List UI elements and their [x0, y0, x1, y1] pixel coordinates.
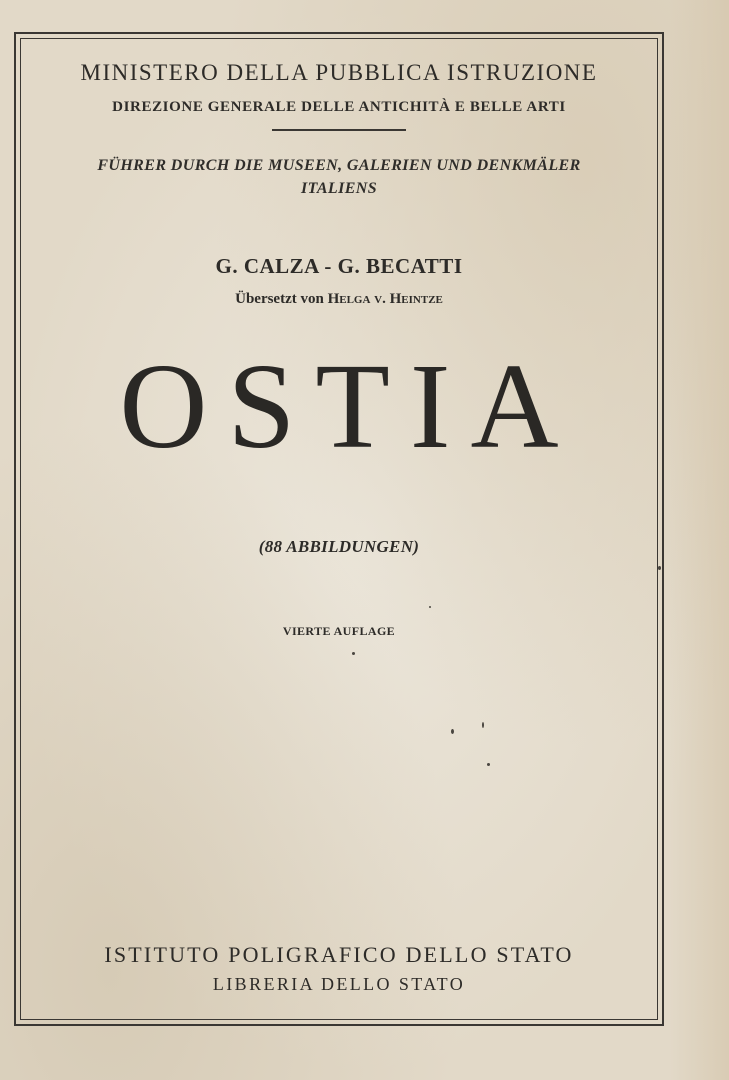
publisher-line-2: LIBRERIA DELLO STATO — [212, 974, 466, 994]
paper-speck — [451, 729, 454, 734]
paper-speck — [487, 763, 490, 766]
paper-speck — [429, 606, 431, 608]
book-title: OSTIA — [119, 339, 579, 474]
translator-name: Helga v. Heintze — [327, 291, 443, 307]
series-title-line-2: ITALIENS — [300, 180, 378, 197]
paper-speck — [658, 566, 661, 570]
ministry-heading: MINISTERO DELLA PUBBLICA ISTRUZIONE — [80, 60, 598, 85]
direction-subheading: DIREZIONE GENERALE DELLE ANTICHITÀ E BELLE ARTI — [112, 99, 566, 115]
paper-speck — [482, 722, 484, 728]
edition: VIERTE AUFLAGE — [282, 624, 396, 638]
authors: G. CALZA - G. BECATTI — [215, 254, 463, 278]
series-title-line-1: FÜHRER DURCH DIE MUSEEN, GALERIEN UND DENKMÄLER — [97, 157, 581, 174]
heading-divider — [272, 129, 406, 131]
translator-credit — [20, 291, 658, 308]
translator-prefix: Übersetzt von — [235, 291, 324, 307]
paper-edge-shading — [669, 0, 729, 1080]
illustrations-count: (88 ABBILDUNGEN) — [258, 537, 420, 556]
publisher-line-1: ISTITUTO POLIGRAFICO DELLO STATO — [104, 942, 574, 967]
paper-speck — [352, 652, 355, 655]
